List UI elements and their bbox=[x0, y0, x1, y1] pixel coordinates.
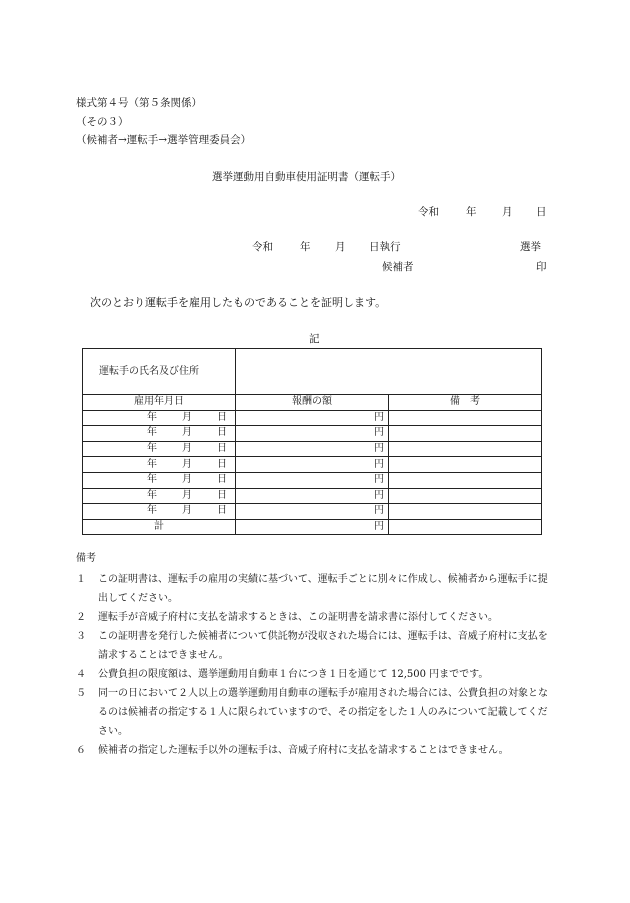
ki-mark: 記 bbox=[309, 333, 320, 345]
driver-name-row bbox=[83, 349, 542, 395]
table-row bbox=[83, 410, 542, 426]
remarks-cell[interactable] bbox=[389, 410, 542, 426]
note-item bbox=[76, 741, 548, 760]
routing-note: （候補者→運転手→選挙管理委員会） bbox=[76, 134, 252, 146]
election-year: 年 bbox=[300, 241, 311, 253]
employment-date-cell[interactable]: 年 月 日 bbox=[83, 488, 236, 504]
note-number: １ bbox=[76, 574, 86, 585]
note-text: 公費負担の限度額は、選挙運動用自動車１台につき１日を通じて 12,500 円までです。 bbox=[98, 669, 489, 680]
table-row bbox=[83, 457, 542, 473]
total-label: 計 bbox=[83, 519, 236, 535]
form-part: （その３） bbox=[76, 116, 129, 128]
employment-date-cell[interactable]: 年 月 日 bbox=[83, 426, 236, 442]
employment-date-cell[interactable]: 年 月 日 bbox=[83, 441, 236, 457]
date-era: 令和 bbox=[418, 206, 439, 218]
employment-date-cell[interactable]: 年 月 日 bbox=[83, 410, 236, 426]
pay-amount-cell[interactable]: 円 bbox=[236, 488, 389, 504]
pay-amount-cell[interactable]: 円 bbox=[236, 457, 389, 473]
total-row bbox=[83, 519, 542, 535]
seal-mark: 印 bbox=[536, 261, 547, 273]
note-text: 候補者の指定した運転手以外の運転手は、音威子府村に支払を請求することはできません。 bbox=[98, 745, 509, 756]
pay-amount-cell[interactable]: 円 bbox=[236, 504, 389, 520]
remarks-cell[interactable] bbox=[389, 457, 542, 473]
election-month: 月 bbox=[335, 241, 346, 253]
election-era: 令和 bbox=[252, 241, 273, 253]
note-text: この証明書を発行した候補者について供託物が没収された場合には、運転手は、音威子府村に支払を請求することはできません。 bbox=[98, 631, 548, 661]
total-amount-cell[interactable]: 円 bbox=[236, 519, 389, 535]
remarks-cell[interactable] bbox=[389, 504, 542, 520]
pay-amount-cell[interactable]: 円 bbox=[236, 441, 389, 457]
pay-amount-cell[interactable]: 円 bbox=[236, 472, 389, 488]
note-text: この証明書は、運転手の雇用の実績に基づいて、運転手ごとに別々に作成し、候補者から運転手に提出してください。 bbox=[98, 574, 548, 604]
header-employment-date: 雇用年月日 bbox=[83, 395, 236, 411]
date-year: 年 bbox=[466, 206, 477, 218]
table-row bbox=[83, 504, 542, 520]
note-text: 同一の日において２人以上の選挙運動用自動車の運転手が雇用された場合には、公費負担の対象となるのは候補者の指定する１人に限られていますので、その指定をした１人のみについて記載してください。 bbox=[98, 688, 548, 737]
pay-amount-cell[interactable]: 円 bbox=[236, 410, 389, 426]
note-item bbox=[76, 608, 548, 627]
note-item bbox=[76, 665, 548, 684]
header-pay-amount: 報酬の額 bbox=[236, 395, 389, 411]
note-number: ３ bbox=[76, 631, 86, 642]
election-day-executed: 日執行 bbox=[369, 241, 401, 253]
employment-date-cell[interactable]: 年 月 日 bbox=[83, 457, 236, 473]
note-item bbox=[76, 570, 548, 608]
driver-name-label: 運転手の氏名及び住所 bbox=[83, 349, 236, 395]
remarks-cell[interactable] bbox=[389, 488, 542, 504]
date-month: 月 bbox=[502, 206, 513, 218]
table-row bbox=[83, 426, 542, 442]
note-item bbox=[76, 627, 548, 665]
election-label: 選挙 bbox=[520, 241, 541, 253]
note-text: 運転手が音威子府村に支払を請求するときは、この証明書を請求書に添付してください。 bbox=[98, 612, 498, 623]
employment-date-cell[interactable]: 年 月 日 bbox=[83, 504, 236, 520]
remarks-section bbox=[76, 552, 548, 760]
total-remarks-cell[interactable] bbox=[389, 519, 542, 535]
header-remarks: 備 考 bbox=[389, 395, 542, 411]
form-number: 様式第４号（第５条関係） bbox=[76, 97, 202, 109]
table-row bbox=[83, 472, 542, 488]
candidate-label: 候補者 bbox=[382, 261, 414, 273]
table-header-row bbox=[83, 395, 542, 411]
remarks-cell[interactable] bbox=[389, 426, 542, 442]
remarks-cell[interactable] bbox=[389, 472, 542, 488]
table-row bbox=[83, 488, 542, 504]
note-item bbox=[76, 684, 548, 741]
remarks-cell[interactable] bbox=[389, 441, 542, 457]
pay-amount-cell[interactable]: 円 bbox=[236, 426, 389, 442]
note-number: ５ bbox=[76, 688, 86, 699]
driver-name-field[interactable] bbox=[236, 349, 542, 395]
remarks-title: 備考 bbox=[76, 553, 96, 564]
document-title: 選挙運動用自動車使用証明書（運転手） bbox=[212, 171, 401, 183]
note-number: ４ bbox=[76, 669, 86, 680]
employment-table bbox=[82, 348, 542, 535]
certification-statement: 次のとおり運転手を雇用したものであることを証明します。 bbox=[90, 296, 387, 309]
note-number: ６ bbox=[76, 745, 86, 756]
note-number: ２ bbox=[76, 612, 86, 623]
table-row bbox=[83, 441, 542, 457]
employment-date-cell[interactable]: 年 月 日 bbox=[83, 472, 236, 488]
date-day: 日 bbox=[536, 206, 547, 218]
